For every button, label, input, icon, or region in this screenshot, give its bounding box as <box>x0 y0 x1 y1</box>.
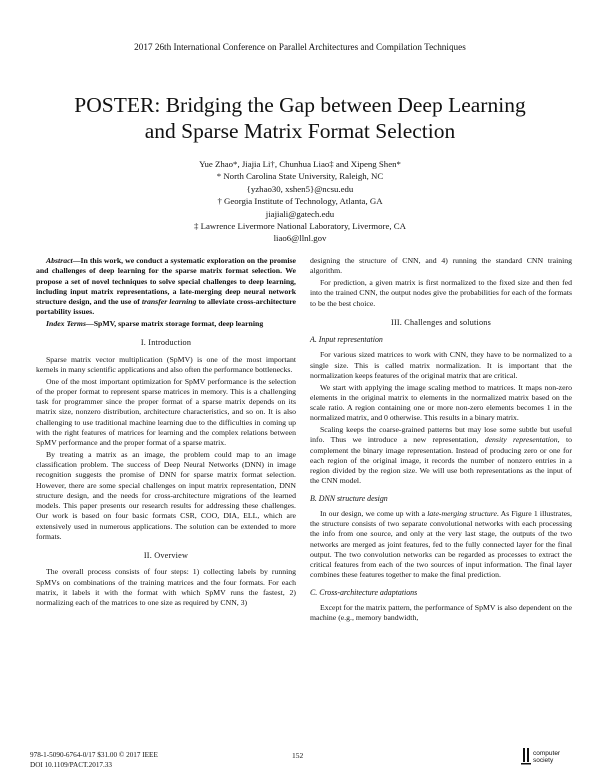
affiliation-gatech: † Georgia Institute of Technology, Atlanta, GA <box>217 196 383 207</box>
left-column <box>36 256 296 610</box>
section-challenges-heading: III. Challenges and solutions <box>391 317 491 327</box>
author-block <box>100 158 500 245</box>
subsection-dnn-structure: B. DNN structure design <box>310 493 388 503</box>
intro-paragraph: One of the most important optimization for SpMV performance is the selection of the proper format to represent sparse matrices in memory. This is a challenging task for programmer since the proper format of a sparse matrix depends on its matrix size, nonzero distribution, architecture characteristics, and so on. It is also challenging to use traditional machine learning due to the difficulties in coming up with the right features of matrices for learning and the complex relations between SpMV performance and the proper format of a sparse matrix. <box>36 376 296 447</box>
index-terms <box>36 319 296 329</box>
logo-text-line-1: computer <box>533 750 561 757</box>
abstract-label: Abstract <box>46 256 73 265</box>
footer-copyright <box>30 751 158 770</box>
input-rep-paragraph <box>310 425 572 487</box>
page-number: 152 <box>292 751 304 760</box>
input-rep-text-a: Scaling keeps the coarse-grained patterns but may lose some subtle but useful info. Thus we introduce a new representation, <box>310 425 572 445</box>
title-line-2: and Sparse Matrix Format Selection <box>144 119 456 143</box>
section-introduction-heading: I. Introduction <box>140 338 192 348</box>
cross-arch-paragraph: Except for the matrix pattern, the performance of SpMV is also dependent on the machine (e.g., memory bandwidth, <box>310 602 572 622</box>
conference-header: 2017 26th International Conference on Parallel Architectures and Compilation Techniques <box>134 42 466 52</box>
dnn-text-a: In our design, we come up with a <box>320 508 428 518</box>
computer-society-logo-icon <box>520 746 534 768</box>
title-line-1: POSTER: Bridging the Gap between Deep Learning <box>74 93 526 117</box>
computer-society-logo <box>520 745 568 769</box>
overview-paragraph-2: For prediction, a given matrix is first normalized to the fixed size and then fed into the trained CNN, the output nodes give the probabilities for each of the formats to be the best choice. <box>310 278 572 308</box>
abstract-emphasis: transfer learning <box>141 297 197 306</box>
affiliation-llnl: ‡ Lawrence Livermore National Laboratory, Livermore, CA <box>194 221 406 232</box>
input-rep-paragraph: For various sized matrices to work with CNN, they have to be normalized to a single size. This is called matrix normalization. It is important that the normalization keeps features of the original matrix that are critical. <box>310 350 572 380</box>
input-rep-paragraph: We start with applying the image scaling method to matrices. It maps non-zero elements in the original matrix to elements in the normalized matrix based on the scale ratio. A region containing one or more non-zero elements becomes 1 in the normalized matrix, and 0 otherwise. This results in a binary matrix. <box>310 382 572 423</box>
author-names: Yue Zhao*, Jiajia Li†, Chunhua Liao‡ and Xipeng Shen* <box>199 159 401 169</box>
subsection-input-representation: A. Input representation <box>310 335 383 344</box>
email-ncsu: {yzhao30, xshen5}@ncsu.edu <box>246 183 354 194</box>
index-terms-label: Index Terms <box>46 319 86 328</box>
dnn-emphasis: late-merging structure <box>427 508 497 518</box>
intro-paragraph: By treating a matrix as an image, the problem could map to an image classification problem. The success of Deep Neural Networks (DNN) in image recognition suggests the promise of DNN for sparse matrix format selection. However, there are some special challenges on input matrix representation, DNN structure design, and the needs for cross-architecture migrations of the learned models. This paper presents our research results for addressing these challenges. Our work is based on four basic formats CSR, COO, DIA, ELL, which are extensively used in numerous applications. The solution can be extended to more formats. <box>36 449 296 541</box>
subsection-cross-architecture: C. Cross-architecture adaptations <box>310 587 418 597</box>
logo-text-line-2: society <box>533 757 554 764</box>
email-gatech: jiajiali@gatech.edu <box>265 208 335 219</box>
affiliation-ncsu: * North Carolina State University, Raleigh, NC <box>216 171 384 182</box>
footer-doi: DOI 10.1109/PACT.2017.33 <box>30 760 112 769</box>
dnn-structure-paragraph <box>310 509 572 581</box>
input-rep-emphasis: density representation <box>484 435 558 445</box>
dnn-text-b: . As Figure 1 illustrates, the structure consists of two separate convolutional networks with each processing the info from one source, and only at the very last stage, the outputs of the two networks are merged as joint features, fed to the fully connected layer for the final output. The two convolution networks can be regarded as processes to extract the critical features from each of the two sources of input information. The final layer combines these features together to make the final prediction. <box>310 508 572 580</box>
intro-paragraph: Sparse matrix vector multiplication (SpMV) is one of the most important kernels in many scientific applications and also often the performance bottlenecks. <box>36 354 296 374</box>
index-terms-text: —SpMV, sparse matrix storage format, deep learning <box>85 319 264 328</box>
abstract-text-a: —In this work, we conduct a systematic exploration on the promise and challenges of deep learning for the sparse matrix format selection. We propose a set of novel techniques to solve special challenges to deep learning, including input matrix representations, a late-merging deep neural network structure design, and the use of <box>36 256 296 306</box>
abstract-text-b: to alleviate cross-architecture portability issues. <box>36 297 296 317</box>
logo-text <box>533 750 560 764</box>
right-column <box>310 256 572 625</box>
input-rep-text-b: , to complement the binary image representation. Instead of producing zero or one for each region of the original image, it records the number of nonzero entries in a region divided by the region size. We will use both representations as the input of the CNN model. <box>310 435 572 486</box>
email-llnl: liao6@llnl.gov <box>273 233 327 244</box>
section-overview-heading: II. Overview <box>143 551 189 560</box>
abstract <box>36 256 296 318</box>
paper-title <box>30 92 570 144</box>
footer-isbn: 978-1-5090-6764-0/17 $31.00 © 2017 IEEE <box>30 751 158 759</box>
overview-paragraph: The overall process consists of four steps: 1) collecting labels by running SpMVs on combinations of the training matrices and the four formats. For each matrix, it labels it with the format with which SpMV runs the fastest, 2) normalizing each of the matrices to one size as required by CNN, 3) <box>36 567 296 607</box>
overview-continued: designing the structure of CNN, and 4) running the standard CNN training algorithm. <box>310 256 572 276</box>
